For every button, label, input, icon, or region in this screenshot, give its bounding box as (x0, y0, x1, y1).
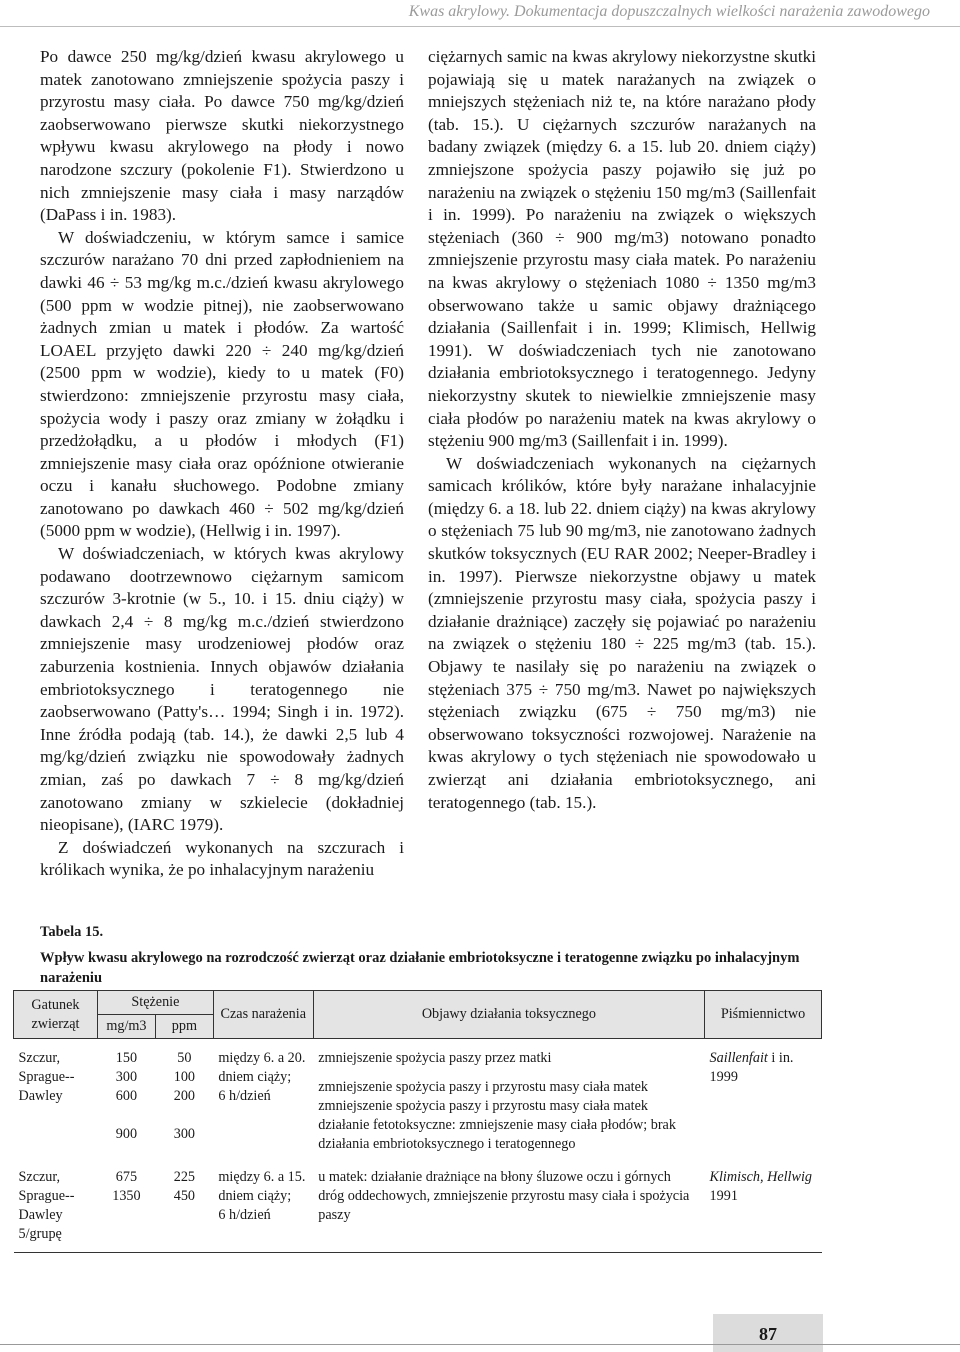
page-number: 87 (759, 1324, 777, 1344)
table-caption (40, 922, 816, 988)
effect-item: zmniejszenie spożycia paszy i przyrostu masy ciała matek (318, 1079, 648, 1095)
effect-item: u matek: działanie drażniące na błony śluzowe oczu i górnych dróg oddechowych, zmniejszenie przyrostu masy ciała i spożycia paszy (318, 1169, 690, 1223)
footer-rule (0, 1344, 960, 1345)
cell-mg-m3: 675 1350 (112, 1169, 141, 1204)
cell-species: Szczur, Sprague--Dawley (18, 1050, 75, 1104)
cell-reference (705, 1039, 822, 1155)
left-paragraph-3: W doświadczeniach, w których kwas akrylowy podawano dootrzewnowo ciężarnym samicom szczurów 3-krotnie (w 5., 10. i 15. dniu ciąży) w dawkach 2,4 ÷ 8 mg/kg m.c./dzień stwierdzono zmniejszenie masy urodzeniowej płodów oraz zaburzenia kostnienia. Innych objawów działania embriotoksycznego i teratogennego nie zaobserwowano (Patty's… 1994; Singh i in. 1972). Inne źródła podają (tab. 14.), że dawki 2,5 lub 4 mg/kg/dzień związku nie spowodowały żadnych zmian, zaś po dawkach 7 ÷ 8 mg/kg/dzień zanotowano zmiany w szkielecie (dokładniej nieopisane), (IARC 1979). (40, 544, 404, 835)
running-header: Kwas akrylowy. Dokumentacja dopuszczalnych wielkości narażenia zawodowego (0, 0, 960, 27)
table-number: Tabela 15. (40, 924, 104, 940)
cell-ppm: 225 450 (173, 1169, 196, 1204)
effect-item: zmniejszenie spożycia paszy i przyrostu masy ciała matek (318, 1098, 648, 1114)
effects-table (13, 990, 822, 1253)
right-column (428, 46, 816, 814)
left-paragraph-4: Z doświadczeń wykonanych na szczurach i królikach wynika, że po inhalacyjnym narażeniu (40, 837, 404, 880)
left-paragraph-1: Po dawce 250 mg/kg/dzień kwasu akrylowego u matek zanotowano zmniejszenie spożycia paszy i przyrostu masy ciała. Po dawce 750 mg/kg/dzień zaobserwowano pierwsze skutki niekorzystnego wpływu kwasu akrylowego na płody i nowo narodzone szczury (pokolenie F1). Stwierdzono u nich zmniejszenie masy ciała i masy narządów (DaPass i in. 1983). (40, 47, 404, 225)
reference-authors: Saillenfait (709, 1050, 768, 1066)
effect-item: działanie fetotoksyczne: zmniejszenie masy ciała płodów; brak działania embriotoksycznego i teratogennego (318, 1117, 676, 1152)
th-mg-m3: mg/m3 (97, 1015, 155, 1039)
effect-item: zmniejszenie spożycia paszy przez matki (318, 1050, 552, 1066)
th-effects: Objawy działania toksycznego (313, 991, 704, 1039)
table-row (14, 1039, 822, 1155)
cell-effects (313, 1154, 704, 1253)
reference-year: i in. 1999 (709, 1050, 794, 1085)
table-title: Wpływ kwasu akrylowego na rozrodczość zwierząt oraz działanie embriotoksyczne i teratogenne związku po inhalacyjnym narażeniu (40, 950, 800, 986)
right-paragraph-1: ciężarnych samic na kwas akrylowy niekorzystne skutki pojawiają się u matek narażanych na związek o mniejszych stężeniach niż te, na które narażano płody (tab. 15.). U ciężarnych szczurów narażanych na badany związek (między 6. a 15. lub 20. dniem ciąży) zmniejszone spożycia paszy pojawiło się już po narażeniu na związek o stężeniu 150 mg/m3 (Saillenfait i in. 1999). Po narażeniu na związek o większych stężeniach (360 ÷ 900 mg/m3) notowano ponadto zmniejszenie przyrostu masy ciała matek. Po narażeniu na kwas akrylowy o stężeniach 1080 ÷ 1350 mg/m3 obserwowano także u samic objawy drażniącego działania (Saillenfait i in. 1999; Klimisch, Hellwig 1991). W doświadczeniach tych nie zanotowano działania embriotoksycznego i teratogennego. Jedyny niekorzystny skutek to niewielkie zmniejszenie masy ciała płodów po narażeniu matek na kwas akrylowy o stężeniu 900 mg/m3 (Saillenfait i in. 1999). (428, 47, 816, 451)
th-concentration: Stężenie (97, 991, 213, 1015)
cell-mg-m3: 150 300 600 900 (115, 1050, 138, 1142)
cell-effects (313, 1039, 704, 1155)
cell-species: Szczur, Sprague--Dawley 5/grupę (18, 1169, 75, 1242)
table-row (14, 1154, 822, 1253)
left-column (40, 46, 404, 882)
reference-authors: Klimisch, Hellwig (709, 1169, 812, 1185)
th-exposure-time: Czas narażenia (213, 991, 313, 1039)
th-species: Gatunek zwierząt (14, 991, 98, 1039)
cell-ppm: 50 100 200 300 (173, 1050, 196, 1142)
th-references: Piśmiennictwo (705, 991, 822, 1039)
right-paragraph-2: W doświadczeniach wykonanych na ciężarnych samicach królików, które były narażane inhalacyjnie (między 6. a 18. lub 22. dniem ciąży) na kwas akrylowy o stężeniach 75 lub 90 mg/m3, nie zanotowano żadnych skutków toksycznych (EU RAR 2002; Neeper-Bradley i in. 1997). Pierwsze niekorzystne objawy u matek (zmniejszenie przyrostu masy ciała, spożycia paszy i działanie drażniące) zaczęły się pojawiać po narażeniu na związek o stężeniu 180 ÷ 225 mg/m3 (tab. 15.). Objawy te nasilały się po narażeniu na związek o stężeniach 375 ÷ 750 mg/m3. Nawet po największych stężeniach związku (675 ÷ 750 mg/m3) nie obserwowano toksyczności rozwojowej. Narażenie na kwas akrylowy o tych stężeniach nie spowodowało u zwierząt ani działania embriotoksycznego, ani teratogennego (tab. 15.). (428, 453, 816, 812)
left-paragraph-2: W doświadczeniu, w którym samce i samice szczurów narażano 70 dni przed zapłodnieniem na dawki 46 ÷ 53 mg/kg m.c./dzień kwasu akrylowego (500 ppm w wodzie pitnej), nie zaobserwowano żadnych zmian u matek i płodów. Za wartość LOAEL przyjęto dawki 220 ÷ 240 mg/kg/dzień (2500 ppm w wodzie), kiedy to u matek (F0) stwierdzono: zmniejszenie przyrostu masy ciała, spożycia wody i paszy oraz zmiany w żołądku i przedżołądku, a u płodów i młodych (F1) zmniejszenie masy ciała oraz opóźnione otwieranie oczu i kanału słuchowego. Podobne zmiany zanotowano po dawkach 460 ÷ 502 mg/kg/dzień (5000 ppm w wodzie), (Hellwig i in. 1997). (40, 227, 404, 541)
cell-reference (705, 1154, 822, 1253)
reference-year: 1991 (709, 1188, 738, 1204)
cell-exposure-time: między 6. a 20. dniem ciąży; 6 h/dzień (218, 1050, 306, 1104)
cell-exposure-time: między 6. a 15. dniem ciąży; 6 h/dzień (218, 1169, 306, 1223)
th-ppm: ppm (155, 1015, 213, 1039)
